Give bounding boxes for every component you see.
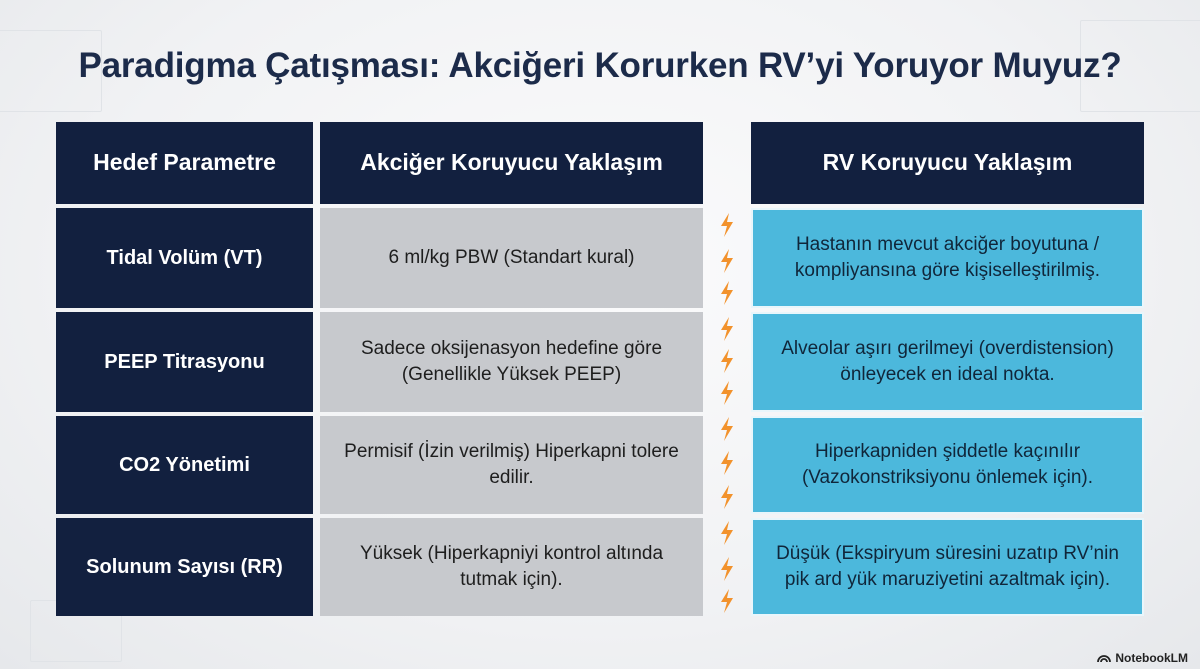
lightning-bolt-icon <box>718 348 736 374</box>
row-parameter: Solunum Sayısı (RR) <box>56 518 313 616</box>
row-parameter: CO2 Yönetimi <box>56 416 313 514</box>
row-lung-value: Sadece oksijenasyon hedefine göre (Genellikle Yüksek PEEP) <box>320 312 703 412</box>
lightning-bolt-icon <box>718 556 736 582</box>
header-parameter: Hedef Parametre <box>56 122 313 204</box>
row-lung-value: Yüksek (Hiperkapniyi kontrol altında tutmak için). <box>320 518 703 616</box>
lightning-bolt-icon <box>718 416 736 442</box>
lightning-bolt-icon <box>718 280 736 306</box>
row-rv-value: Düşük (Ekspiryum süresini uzatıp RV’nin pik ard yük maruziyetini azaltmak için). <box>751 518 1144 616</box>
lightning-bolt-icon <box>718 248 736 274</box>
lightning-bolt-icon <box>718 380 736 406</box>
row-parameter: Tidal Volüm (VT) <box>56 208 313 308</box>
lightning-bolt-icon <box>718 588 736 614</box>
lightning-bolt-icon <box>718 316 736 342</box>
lightning-bolt-icon <box>718 450 736 476</box>
lightning-bolt-icon <box>718 484 736 510</box>
header-lung-approach: Akciğer Koruyucu Yaklaşım <box>320 122 703 204</box>
row-rv-value: Hiperkapniden şiddetle kaçınılır (Vazokonstriksiyonu önlemek için). <box>751 416 1144 514</box>
row-parameter: PEEP Titrasyonu <box>56 312 313 412</box>
row-rv-value: Alveolar aşırı gerilmeyi (overdistension) önleyecek en ideal nokta. <box>751 312 1144 412</box>
row-lung-value: 6 ml/kg PBW (Standart kural) <box>320 208 703 308</box>
notebooklm-logo-icon <box>1097 653 1111 663</box>
lightning-bolt-icon <box>718 520 736 546</box>
lightning-bolt-icon <box>718 212 736 238</box>
brand-name: NotebookLM <box>1115 651 1188 665</box>
header-rv-approach: RV Koruyucu Yaklaşım <box>751 122 1144 204</box>
brand-badge <box>1097 651 1188 665</box>
row-rv-value: Hastanın mevcut akciğer boyutuna / kompliyansına göre kişiselleştirilmiş. <box>751 208 1144 308</box>
row-lung-value: Permisif (İzin verilmiş) Hiperkapni tolere edilir. <box>320 416 703 514</box>
page-title: Paradigma Çatışması: Akciğeri Korurken RV’yi Yoruyor Muyuz? <box>78 46 1122 85</box>
